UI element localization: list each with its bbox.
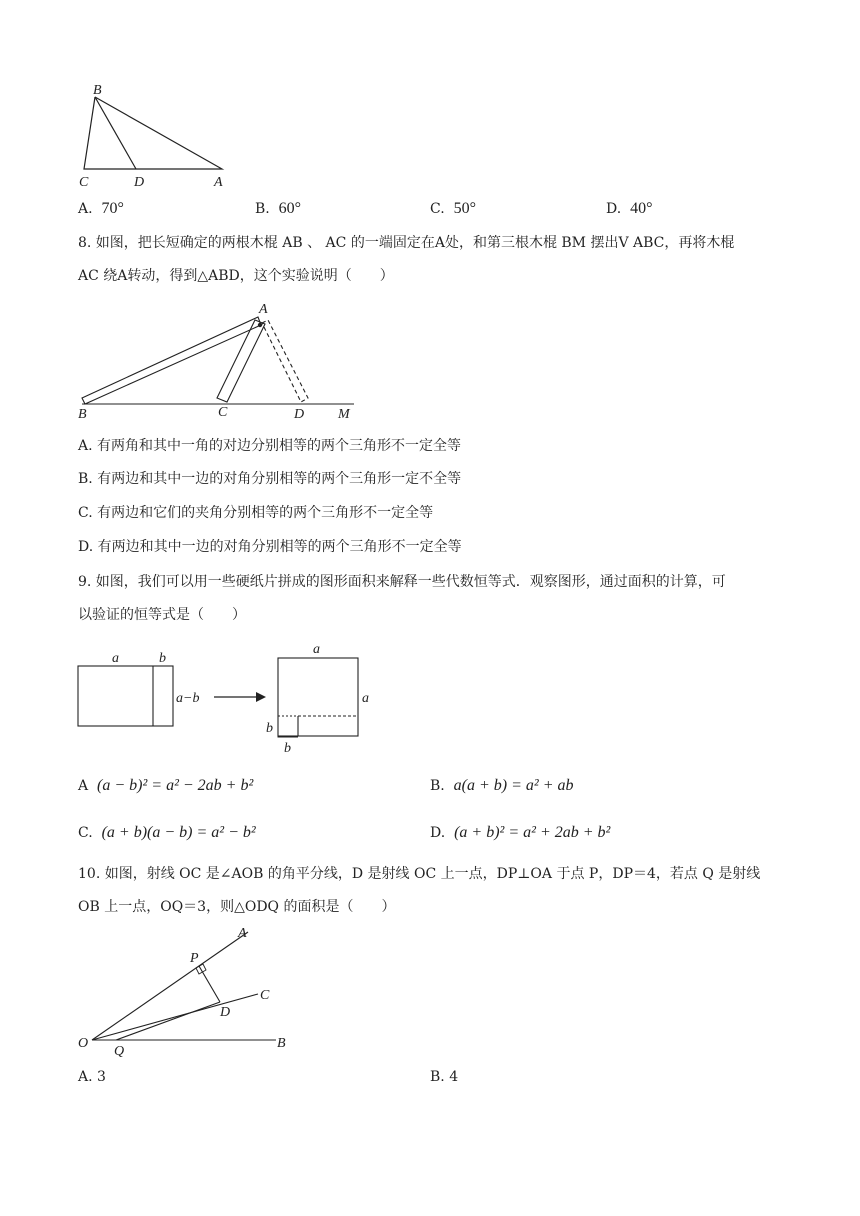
q9-label-a-top: a [313,642,320,657]
q7-option-c-key: C. [430,201,445,217]
q8-question-line2: AC 绕A转动，得到△ABD，这个实验说明（ ） [78,268,394,284]
q9-option-c[interactable] [78,823,256,843]
q10-option-a[interactable] [78,1067,106,1087]
q9-option-b[interactable] [430,776,574,796]
q8-label-a: A [259,302,268,317]
q9-question-line1: 9. 如图，我们可以用一些硬纸片拼成的图形面积来解释一些代数恒等式．观察图形，通过面积的计算，可 [78,574,726,590]
q10-label-p: P [190,951,199,966]
q10-option-b-text: 4 [449,1069,459,1085]
q10-label-q: Q [114,1044,125,1059]
q9-question-line2: 以验证的恒等式是（ ） [78,607,246,623]
q9-option-a[interactable] [78,776,253,796]
q7-option-b-key: B. [255,201,270,217]
q7-option-a-text: 70° [101,200,124,217]
q8-sticks-figure [72,298,372,422]
q9-option-a-key: A [78,778,89,794]
q9-area-figure [72,636,392,760]
q9-label-a-right: a [362,691,369,706]
q7-option-b-text: 60° [278,200,302,217]
q8-option-a[interactable]: A. 有两角和其中一角的对边分别相等的两个三角形不一定全等 [78,438,462,454]
q7-option-c-text: 50° [453,200,476,217]
q8-option-c[interactable]: C. 有两边和它们的夹角分别相等的两个三角形不一定全等 [78,505,434,521]
q10-label-b: B [277,1036,286,1051]
q9-label-b-small1: b [266,721,273,736]
q7-option-a[interactable] [78,199,124,219]
q7-label-a: A [214,175,223,190]
q10-option-b-key: B. [430,1069,445,1085]
q8-label-c: C [218,405,228,420]
q7-label-d: D [134,175,145,190]
q9-label-b-small2: b [284,741,291,756]
q10-label-a: A [238,926,247,941]
q10-option-a-text: 3 [97,1069,106,1085]
q9-option-d-key: D. [430,825,446,841]
q9-option-c-key: C. [78,825,93,841]
q9-option-b-text: a(a + b) = a² + ab [453,777,574,794]
q7-option-d-key: D. [606,201,622,217]
q7-label-b: B [93,83,102,98]
q9-option-c-text: (a + b)(a − b) = a² − b² [101,824,256,841]
q8-option-b[interactable]: B. 有两边和其中一边的对角分别相等的两个三角形一定不全等 [78,471,462,487]
q8-label-m: M [338,407,350,422]
q9-label-a-left: a [112,651,119,666]
q10-angle-figure [72,920,312,1060]
q9-label-a-minus-b: a−b [176,691,200,706]
q7-option-c[interactable] [430,199,476,219]
q9-option-b-key: B. [430,778,445,794]
q7-option-a-key: A. [78,201,93,217]
q7-option-d-text: 40° [630,200,653,217]
q10-label-c: C [260,988,270,1003]
q7-triangle-figure [70,80,240,190]
q8-option-d[interactable]: D. 有两边和其中一边的对角分别相等的两个三角形不一定全等 [78,539,462,555]
q10-question-line1: 10. 如图，射线 OC 是∠AOB 的角平分线，D 是射线 OC 上一点，DP⊥OA 于点 P，DP＝4，若点 Q 是射线 [78,866,761,882]
q10-option-a-key: A. [78,1069,93,1085]
q10-label-d: D [220,1005,231,1020]
q8-label-d: D [294,407,305,422]
q9-option-a-text: (a − b)² = a² − 2ab + b² [97,777,254,794]
q7-option-d[interactable] [606,199,653,219]
q8-label-b: B [78,407,87,422]
q10-question-line2: OB 上一点，OQ＝3，则△ODQ 的面积是（ ） [78,899,396,915]
q9-option-d[interactable] [430,823,610,843]
q9-option-d-text: (a + b)² = a² + 2ab + b² [454,824,611,841]
q7-option-b[interactable] [255,199,301,219]
q10-option-b[interactable] [430,1067,458,1087]
q10-label-o: O [78,1036,89,1051]
q9-label-b-left: b [159,651,166,666]
q7-label-c: C [79,175,89,190]
q8-question-line1: 8. 如图，把长短确定的两根木棍 AB 、 AC 的一端固定在A处，和第三根木棍 BM 摆出V ABC，再将木棍 [78,235,735,251]
